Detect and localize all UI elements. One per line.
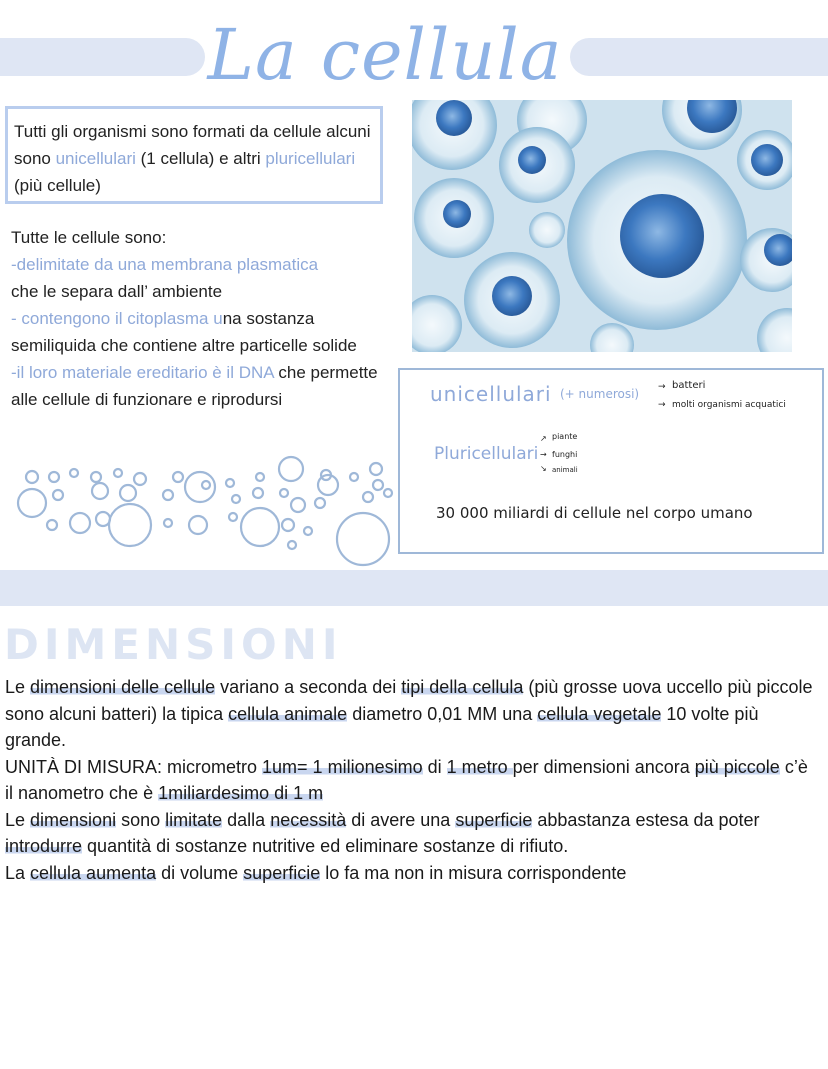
body-text-segment: variano a seconda dei: [215, 677, 402, 697]
list-item: [11, 359, 396, 413]
intro-text-1: Tutti gli organismi sono formati da cellule alcuni sono: [14, 122, 371, 168]
list-item-highlight: - contengono il citoplasma u: [11, 309, 223, 328]
list-item-text: na sostanza semiliquida che contiene altre particelle solide: [11, 309, 357, 355]
section-title: DIMENSIONI: [4, 620, 343, 669]
paragraph: [5, 807, 820, 860]
list-heading: Tutte le cellule sono:: [11, 228, 167, 247]
list-item-highlight: -delimitate da una membrana plasmatica: [11, 255, 319, 274]
highlighted-text: 1miliardesimo di 1 m: [158, 783, 324, 803]
body-text-segment: sono: [116, 809, 166, 830]
page-title: La cellula: [207, 14, 563, 96]
intro-text-2: (1 cellula) e altri: [135, 149, 266, 168]
branch-arrow-icon: ↗: [540, 434, 547, 443]
body-text-segment: di avere una: [346, 809, 456, 830]
handwritten-animals: animali: [552, 466, 578, 474]
highlighted-text: dimensioni delle cellule: [30, 677, 216, 697]
bubbles-decoration: [8, 455, 400, 575]
dimensions-body: [5, 674, 820, 886]
body-text-segment: lo fa ma non in misura corrispondente: [320, 862, 627, 883]
handwritten-notes-box: [398, 368, 824, 554]
highlighted-text: cellula vegetale: [537, 703, 662, 724]
cell-microscope-image: [412, 100, 792, 352]
handwritten-pluricellular: Pluricellulari: [434, 444, 539, 464]
body-text-segment: diametro 0,01 MM una: [347, 703, 538, 724]
list-item-text: che permette alle cellule di funzionare e riprodursi: [11, 363, 378, 409]
intro-text-3: (più cellule): [14, 176, 101, 195]
branch-arrow-icon: →: [658, 382, 666, 392]
paragraph: [5, 860, 820, 887]
highlighted-text: 1um= 1 milionesimo: [262, 756, 423, 777]
body-text-segment: quantità di sostanze nutritive ed eliminare sostanze di rifiuto.: [82, 836, 569, 856]
list-item: [11, 251, 396, 305]
highlighted-text: superficie: [455, 809, 533, 830]
body-text-segment: La: [5, 862, 31, 883]
branch-arrow-icon: →: [658, 400, 666, 410]
body-text-segment: Le: [5, 809, 31, 830]
branch-arrow-icon: →: [540, 450, 547, 459]
section-separator: [0, 570, 828, 606]
highlighted-text: tipi della cellula: [401, 677, 524, 697]
intro-box: [5, 106, 383, 204]
handwritten-organisms: molti organismi acquatici: [672, 400, 786, 410]
body-text-segment: UNITÀ DI MISURA: micrometro: [5, 756, 263, 777]
intro-pluricellular: pluricellulari: [265, 149, 356, 168]
body-text-segment: dalla: [222, 809, 271, 830]
intro-unicellular: unicellulari: [55, 149, 136, 168]
highlighted-text: cellula aumenta: [30, 862, 157, 883]
highlighted-text: introdurre: [5, 836, 83, 856]
highlighted-text: superficie: [243, 862, 321, 883]
handwritten-cell-count: 30 000 miliardi di cellule nel corpo umano: [436, 504, 753, 522]
handwritten-unicellular-note: (+ numerosi): [560, 387, 640, 401]
highlighted-text: limitate: [165, 809, 223, 830]
handwritten-fungi: funghi: [552, 450, 578, 459]
list-item-highlight: -il loro materiale ereditario è il DNA: [11, 363, 274, 382]
highlighted-text: necessità: [270, 809, 347, 830]
body-text-segment: (più grosse uova uccello più piccole sono alcuni batteri) la tipica: [5, 677, 813, 724]
title-bar-right: [570, 38, 828, 76]
highlighted-text: cellula animale: [228, 703, 348, 724]
body-text-segment: di volume: [156, 862, 244, 883]
body-text-segment: 10 volte più grande.: [5, 703, 759, 750]
highlighted-text: dimensioni: [30, 809, 117, 830]
body-text-segment: di: [422, 756, 447, 777]
handwritten-bacteria: batteri: [672, 380, 706, 391]
highlighted-text: più piccole: [694, 756, 780, 777]
paragraph: [5, 674, 820, 754]
body-text-segment: c’è il nanometro che è: [5, 756, 808, 803]
body-text-segment: Le: [5, 677, 31, 697]
handwritten-plants: piante: [552, 432, 578, 441]
title-bar-left: [0, 38, 205, 76]
paragraph: [5, 754, 820, 807]
list-item: [11, 305, 396, 359]
highlighted-text: 1 metro: [446, 756, 513, 777]
handwritten-unicellular: unicellulari: [430, 382, 552, 406]
body-text-segment: abbastanza estesa da poter: [532, 809, 760, 830]
cell-properties-list: [11, 224, 396, 413]
branch-arrow-icon: ↘: [540, 464, 547, 473]
list-item-text: che le separa dall’ ambiente: [11, 282, 223, 301]
body-text-segment: per dimensioni ancora: [512, 756, 695, 777]
